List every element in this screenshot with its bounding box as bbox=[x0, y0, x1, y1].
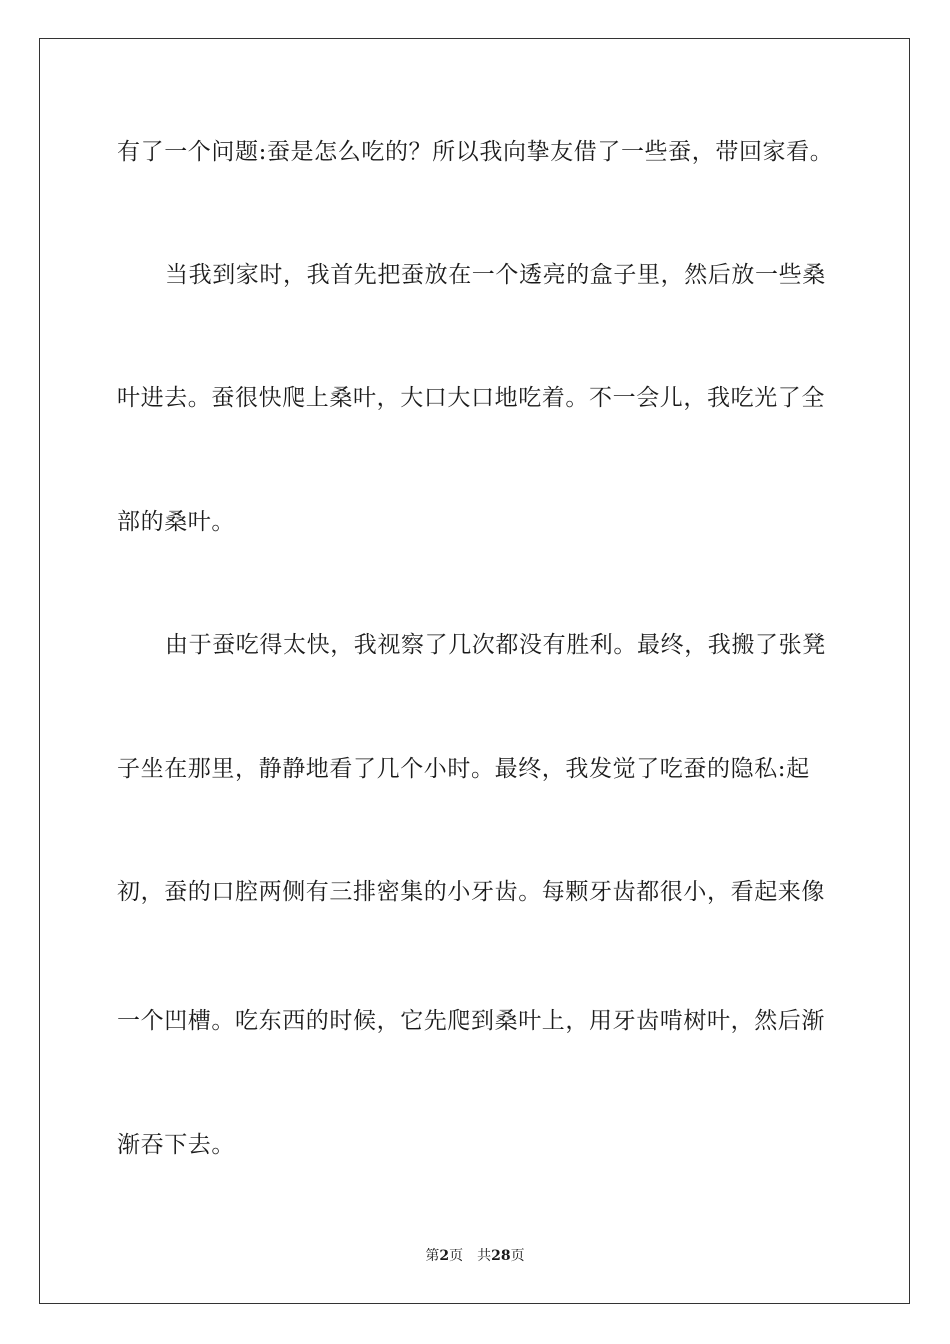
text-line-4: 部的桑叶。 bbox=[117, 509, 235, 535]
text-line-3: 叶进去。蚕很快爬上桑叶，大口大口地吃着。不一会儿，我吃光了全 bbox=[117, 385, 825, 411]
text-line-9: 渐吞下去。 bbox=[117, 1132, 235, 1158]
text-line-7: 初，蚕的口腔两侧有三排密集的小牙齿。每颗牙齿都很小，看起来像 bbox=[117, 879, 825, 905]
text-line-8: 一个凹槽。吃东西的时候，它先爬到桑叶上，用牙齿啃树叶，然后渐 bbox=[117, 1008, 825, 1034]
text-line-2: 当我到家时，我首先把蚕放在一个透亮的盒子里，然后放一些桑 bbox=[165, 262, 826, 288]
page-border bbox=[39, 38, 910, 1304]
text-line-1: 有了一个问题:蚕是怎么吃的？所以我向挚友借了一些蚕，带回家看。 bbox=[117, 139, 834, 165]
total-label-suffix: 页 bbox=[510, 1248, 525, 1264]
total-label-prefix: 共 bbox=[477, 1248, 492, 1264]
text-line-6: 子坐在那里，静静地看了几个小时。最终，我发觉了吃蚕的隐私:起 bbox=[117, 756, 810, 782]
text-line-5: 由于蚕吃得太快，我视察了几次都没有胜利。最终，我搬了张凳 bbox=[165, 632, 826, 658]
page-footer bbox=[0, 1247, 950, 1265]
page-number: 2 bbox=[439, 1248, 450, 1264]
page-label-prefix: 第 bbox=[425, 1248, 440, 1264]
total-pages: 28 bbox=[491, 1248, 511, 1264]
page-label-suffix: 页 bbox=[449, 1248, 464, 1264]
